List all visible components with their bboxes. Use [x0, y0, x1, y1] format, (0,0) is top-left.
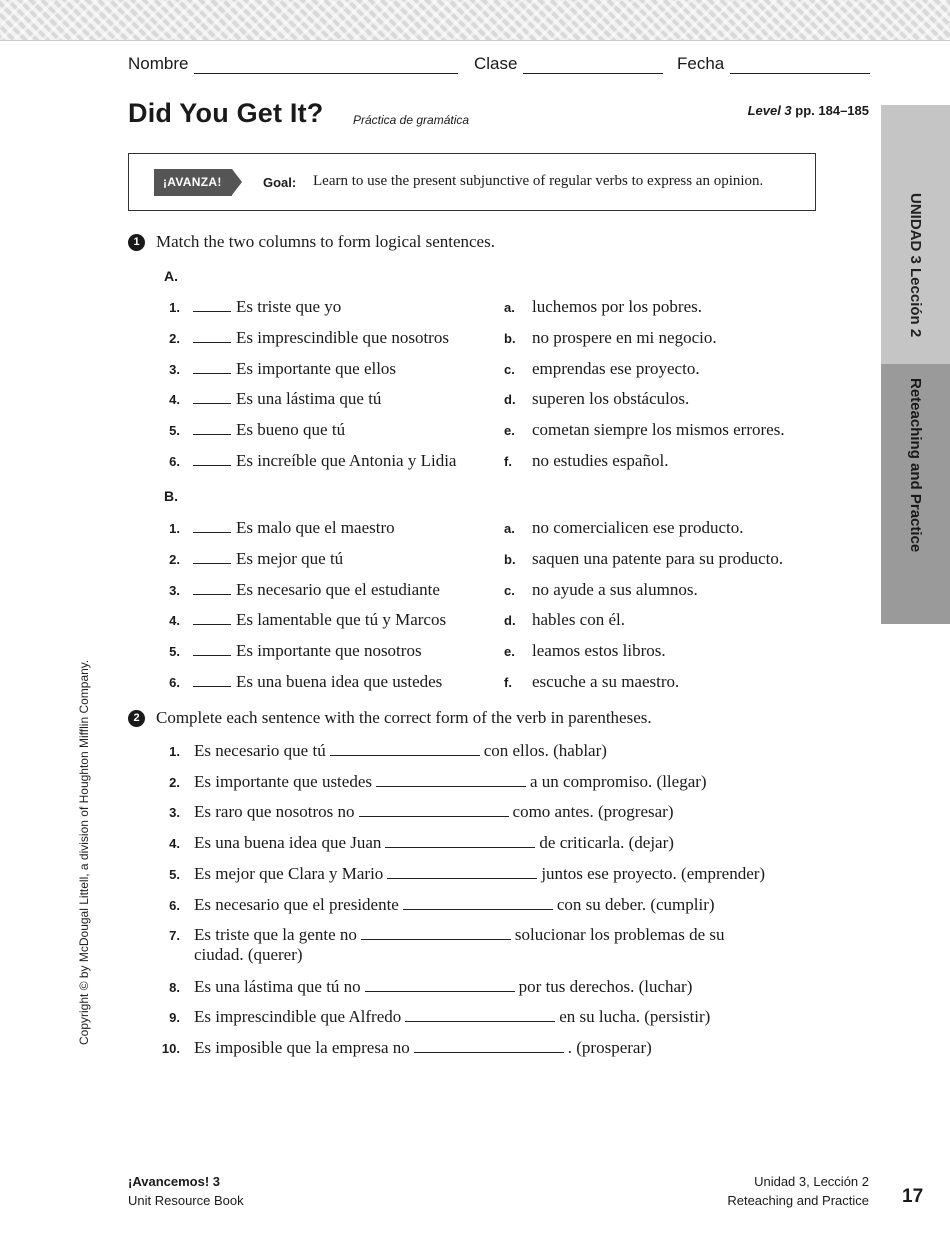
fill-sentence — [194, 925, 725, 965]
item-number: 1. — [169, 744, 180, 759]
item-number: 1. — [169, 521, 180, 536]
footer-book-sub: Unit Resource Book — [128, 1193, 244, 1208]
sentence-ending: leamos estos libros. — [532, 641, 666, 661]
answer-blank[interactable] — [193, 594, 231, 595]
match-row — [0, 518, 880, 538]
sentence-start: Es raro que nosotros no — [194, 802, 355, 822]
answer-blank[interactable] — [376, 772, 526, 787]
sentence-start: Es importante que ellos — [236, 358, 397, 378]
match-row — [0, 580, 880, 600]
answer-blank[interactable] — [193, 311, 231, 312]
goal-label: Goal: — [263, 175, 297, 190]
item-number: 4. — [169, 836, 180, 852]
sentence-start: Es necesario que el presidente — [194, 894, 399, 914]
exercise-2-number: 2 — [128, 710, 145, 727]
page-number: 17 — [902, 1186, 924, 1207]
sentence-start: Es importante que nosotros — [236, 641, 422, 661]
sentence-ending: hables con él. — [532, 610, 625, 630]
sentence-start: Es bueno que tú — [236, 420, 346, 440]
match-row — [0, 641, 880, 661]
fill-row — [0, 925, 880, 965]
answer-blank[interactable] — [405, 1007, 555, 1022]
match-row — [0, 451, 880, 471]
sentence-start: Es una lástima que tú no — [194, 976, 361, 996]
sentence-end: solucionar los problemas de su — [514, 925, 725, 945]
sentence-ending: emprendas ese proyecto. — [532, 358, 700, 378]
exercise-1-number: 1 — [128, 234, 145, 251]
fecha-field[interactable] — [677, 54, 870, 74]
fill-row — [0, 741, 880, 761]
option-letter: b. — [504, 551, 516, 567]
item-number: 2. — [169, 330, 180, 346]
page-title: Did You Get It? — [128, 98, 324, 128]
option-letter: d. — [504, 392, 516, 408]
sentence-start: Es triste que yo — [236, 297, 342, 316]
fill-sentence — [194, 772, 707, 792]
item-number: 4. — [169, 392, 180, 408]
exercise-1-instruction: Match the two columns to form logical sentences. — [156, 232, 495, 251]
sentence-ending: superen los obstáculos. — [532, 389, 690, 409]
item-number: 5. — [169, 423, 180, 439]
sentence-start: Es imprescindible que nosotros — [236, 327, 449, 347]
fill-sentence — [194, 864, 765, 884]
answer-blank[interactable] — [193, 342, 231, 343]
item-number: 5. — [169, 866, 180, 882]
sentence-start: Es importante que ustedes — [194, 771, 372, 791]
option-letter: e. — [504, 423, 515, 439]
item-number: 1. — [169, 300, 180, 315]
option-letter: b. — [504, 330, 516, 346]
fill-row — [0, 772, 880, 792]
match-row — [0, 297, 880, 317]
answer-blank[interactable] — [193, 532, 231, 533]
fill-sentence — [194, 741, 607, 761]
option-letter: a. — [504, 521, 515, 536]
sentence-start: Es increíble que Antonia y Lidia — [236, 451, 457, 470]
answer-blank[interactable] — [387, 864, 537, 879]
item-number: 8. — [169, 979, 180, 995]
footer-book-title: ¡Avancemos! 3 — [128, 1174, 220, 1189]
answer-blank[interactable] — [365, 977, 515, 992]
sentence-start: Es imposible que la empresa no — [194, 1038, 410, 1058]
sentence-start: Es lamentable que tú y Marcos — [236, 610, 447, 630]
level-reference — [748, 103, 869, 118]
option-letter: f. — [504, 675, 512, 690]
sentence-end: de criticarla. (dejar) — [539, 833, 674, 853]
option-letter: c. — [504, 582, 515, 598]
sentence-start: Es una lástima que tú — [236, 389, 382, 409]
sentence-ending: saquen una patente para su producto. — [532, 548, 784, 568]
answer-blank[interactable] — [359, 802, 509, 817]
decorative-banner — [0, 0, 950, 41]
item-number: 6. — [169, 897, 180, 913]
sentence-end: juntos ese proyecto. (emprender) — [541, 863, 766, 883]
level-label: Level 3 — [747, 103, 792, 118]
fill-sentence — [194, 977, 692, 997]
sentence-ending: luchemos por los pobres. — [532, 297, 702, 316]
sentence-end: en su lucha. (persistir) — [559, 1007, 711, 1027]
answer-blank[interactable] — [193, 655, 231, 656]
fill-sentence — [194, 1038, 652, 1058]
answer-blank[interactable] — [193, 686, 231, 687]
sentence-continuation: ciudad. (querer) — [194, 945, 303, 965]
fill-sentence — [194, 802, 674, 822]
item-number: 10. — [161, 1041, 180, 1057]
answer-blank[interactable] — [193, 373, 231, 374]
sentence-ending: no estudies español. — [532, 451, 669, 470]
exercise-2-instruction: Complete each sentence with the correct form of the verb in parentheses. — [156, 708, 652, 727]
answer-blank[interactable] — [193, 434, 231, 435]
sentence-end: como antes. (progresar) — [512, 802, 674, 822]
item-number: 6. — [169, 454, 180, 469]
option-letter: c. — [504, 361, 515, 377]
fill-row — [0, 1038, 880, 1058]
option-letter: e. — [504, 644, 515, 660]
item-number: 3. — [169, 582, 180, 598]
sentence-ending: no comercialicen ese producto. — [532, 518, 744, 537]
item-number: 9. — [169, 1010, 180, 1026]
fill-row — [0, 895, 880, 915]
sentence-end: . (prosperar) — [567, 1038, 652, 1058]
item-number: 3. — [169, 361, 180, 377]
level-pages: pp. 184–185 — [795, 103, 869, 118]
sentence-start: Es imprescindible que Alfredo — [194, 1007, 402, 1027]
answer-blank[interactable] — [193, 624, 231, 625]
option-letter: a. — [504, 300, 515, 315]
sentence-start: Es malo que el maestro — [236, 518, 395, 537]
match-row — [0, 420, 880, 440]
sentence-ending: escuche a su maestro. — [532, 672, 680, 691]
sentence-end: por tus derechos. (luchar) — [518, 976, 693, 996]
item-number: 2. — [169, 774, 180, 790]
item-number: 2. — [169, 551, 180, 567]
side-tab-section-label: Reteaching and Practice — [907, 378, 924, 553]
item-number: 7. — [169, 928, 180, 944]
footer-book — [128, 1172, 244, 1210]
fill-row — [0, 864, 880, 884]
avanza-badge: ¡AVANZA! — [154, 169, 232, 196]
item-number: 4. — [169, 613, 180, 629]
nombre-field[interactable] — [128, 54, 458, 74]
answer-blank[interactable] — [403, 895, 553, 910]
sentence-start: Es mejor que tú — [236, 548, 344, 568]
sentence-end: con ellos. (hablar) — [483, 741, 607, 760]
fill-sentence — [194, 1007, 710, 1027]
answer-blank[interactable] — [193, 465, 231, 466]
sentence-start: Es una buena idea que ustedes — [236, 672, 443, 691]
answer-blank[interactable] — [330, 741, 480, 756]
clase-field[interactable] — [474, 54, 663, 74]
match-row — [0, 549, 880, 569]
fecha-label: Fecha — [677, 54, 725, 73]
answer-blank[interactable] — [385, 833, 535, 848]
sentence-ending: no prospere en mi negocio. — [532, 327, 717, 347]
clase-label: Clase — [474, 54, 518, 73]
option-letter: d. — [504, 613, 516, 629]
item-number: 5. — [169, 644, 180, 660]
goal-text: Learn to use the present subjunctive of regular verbs to express an opinion. — [313, 173, 764, 189]
sentence-end: a un compromiso. (llegar) — [530, 771, 707, 791]
match-row — [0, 328, 880, 348]
match-row — [0, 672, 880, 692]
fill-row — [0, 833, 880, 853]
option-letter: f. — [504, 454, 512, 469]
fill-row — [0, 1007, 880, 1027]
match-row — [0, 610, 880, 630]
footer-unit-label: Unidad 3, Lección 2 — [754, 1174, 869, 1189]
footer-unit — [727, 1172, 869, 1210]
sentence-ending: no ayude a sus alumnos. — [532, 579, 698, 599]
sentence-start: Es necesario que tú — [194, 741, 326, 760]
fill-row — [0, 977, 880, 997]
side-tab-unit-label: UNIDAD 3 Lección 2 — [907, 193, 924, 338]
fill-sentence — [194, 833, 674, 853]
item-number: 6. — [169, 675, 180, 690]
answer-blank[interactable] — [361, 925, 511, 940]
sentence-end: con su deber. (cumplir) — [556, 894, 715, 914]
sentence-start: Es triste que la gente no — [194, 925, 357, 945]
answer-blank[interactable] — [414, 1038, 564, 1053]
fill-row — [0, 802, 880, 822]
sentence-start: Es mejor que Clara y Mario — [194, 863, 384, 883]
copyright-notice: Copyright © by McDougal Littell, a division of Houghton Mifflin Company. — [77, 659, 91, 1045]
footer-section-label: Reteaching and Practice — [727, 1193, 869, 1208]
item-number: 3. — [169, 805, 180, 821]
side-tab — [881, 105, 950, 624]
sentence-start: Es necesario que el estudiante — [236, 579, 440, 599]
sentence-start: Es una buena idea que Juan — [194, 833, 382, 853]
fill-sentence — [194, 895, 715, 915]
page-subtitle: Práctica de gramática — [353, 113, 470, 127]
nombre-label: Nombre — [128, 54, 189, 73]
match-row — [0, 359, 880, 379]
match-row — [0, 389, 880, 409]
answer-blank[interactable] — [193, 403, 231, 404]
sentence-ending: cometan siempre los mismos errores. — [532, 420, 785, 440]
part-a-label: A. — [164, 268, 178, 284]
answer-blank[interactable] — [193, 563, 231, 564]
part-b-label: B. — [164, 488, 178, 504]
